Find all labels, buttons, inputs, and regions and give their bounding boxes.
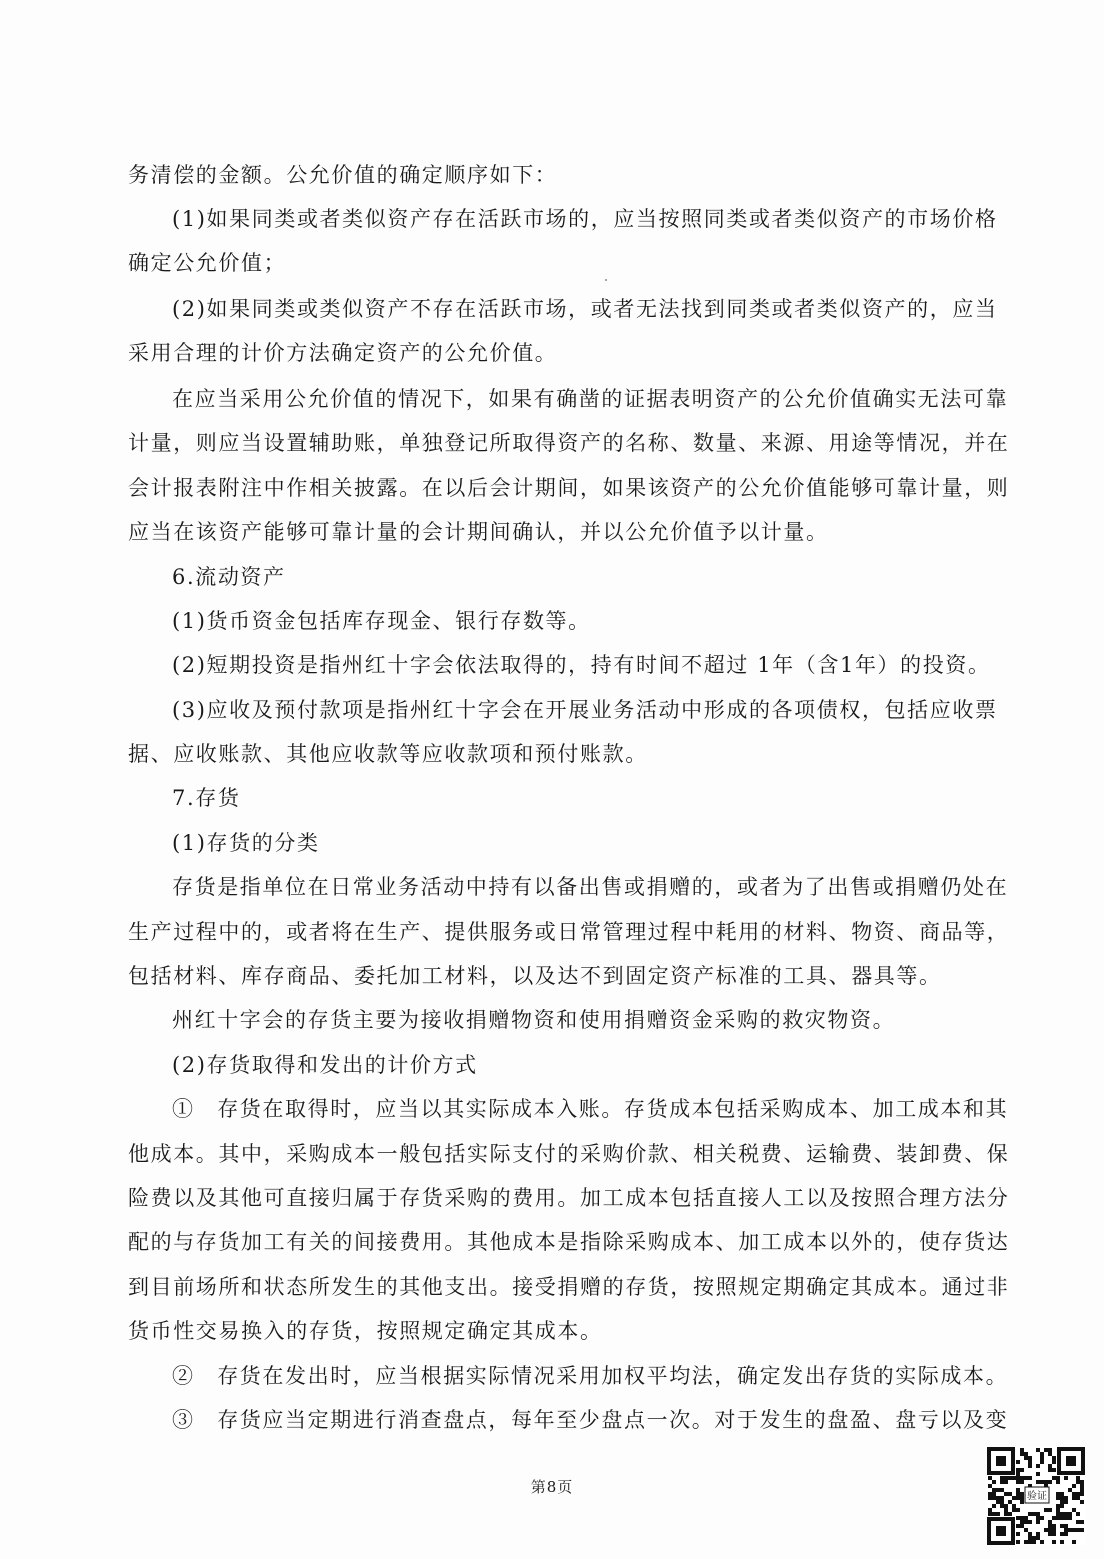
text-line: 存货是指单位在日常业务活动中持有以备出售或捐赠的，或者为了出售或捐赠仍处在 [172,875,1009,899]
text-line: ① 存货在取得时，应当以其实际成本入账。存货成本包括采购成本、加工成本和其 [172,1097,1009,1121]
text-line: (3)应收及预付款项是指州红十字会在开展业务活动中形成的各项债权，包括应收票 [172,698,998,722]
text-line: 货币性交易换入的存货，按照规定确定其成本。 [128,1319,603,1343]
subsection-heading: (1)存货的分类 [172,831,320,855]
text-line: 生产过程中的，或者将在生产、提供服务或日常管理过程中耗用的材料、物资、商品等， [128,920,1010,944]
text-line: 确定公允价值； [128,251,287,275]
text-line: 会计报表附注中作相关披露。在以后会计期间，如果该资产的公允价值能够可靠计量，则 [128,476,1010,500]
text-line: 州红十字会的存货主要为接收捐赠物资和使用捐赠资金采购的救灾物资。 [172,1008,896,1032]
subsection-heading: (2)存货取得和发出的计价方式 [172,1053,478,1077]
text-line: 据、应收账款、其他应收款等应收款项和预付账款。 [128,742,648,766]
text-line: ③ 存货应当定期进行消查盘点，每年至少盘点一次。对于发生的盘盈、盘亏以及变 [172,1408,1009,1432]
qr-code-icon [987,1447,1085,1545]
text-line: 包括材料、库存商品、委托加工材料，以及达不到固定资产标准的工具、器具等。 [128,964,942,988]
text-line: 计量，则应当设置辅助账，单独登记所取得资产的名称、数量、来源、用途等情况，并在 [128,431,1010,455]
text-line: 他成本。其中，采购成本一般包括实际支付的采购价款、相关税费、运输费、装卸费、保 [128,1142,1010,1166]
text-line: 在应当采用公允价值的情况下，如果有确凿的证据表明资产的公允价值确实无法可靠 [172,387,1009,411]
text-line: (2)短期投资是指州红十字会依法取得的，持有时间不超过 1年（含1年）的投资。 [172,653,991,677]
text-line: 险费以及其他可直接归属于存货采购的费用。加工成本包括直接人工以及按照合理方法分 [128,1186,1010,1210]
text-line: 配的与存货加工有关的间接费用。其他成本是指除采购成本、加工成本以外的，使存货达 [128,1230,1010,1254]
text-line: (1)如果同类或者类似资产存在活跃市场的，应当按照同类或者类似资产的市场价格 [172,207,998,231]
section-heading: 7.存货 [172,786,241,810]
qr-stamp-label: 验证 [1027,1491,1047,1502]
text-line: 应当在该资产能够可靠计量的会计期间确认，并以公允价值予以计量。 [128,520,829,544]
text-line: (1)货币资金包括库存现金、银行存数等。 [172,609,591,633]
page-number: 第8页 [530,1478,574,1496]
text-line: 到目前场所和状态所发生的其他支出。接受捐赠的存货，按照规定期确定其成本。通过非 [128,1275,1010,1299]
qr-code-graphic [987,1447,1085,1545]
text-line: ② 存货在发出时，应当根据实际情况采用加权平均法，确定发出存货的实际成本。 [172,1364,1009,1388]
section-heading: 6.流动资产 [172,565,286,589]
text-line: 采用合理的计价方法确定资产的公允价值。 [128,341,558,365]
scan-speck [605,279,607,281]
text-line: 务清偿的金额。公允价值的确定顺序如下： [128,163,558,187]
text-line: (2)如果同类或类似资产不存在活跃市场，或者无法找到同类或者类似资产的，应当 [172,297,998,321]
